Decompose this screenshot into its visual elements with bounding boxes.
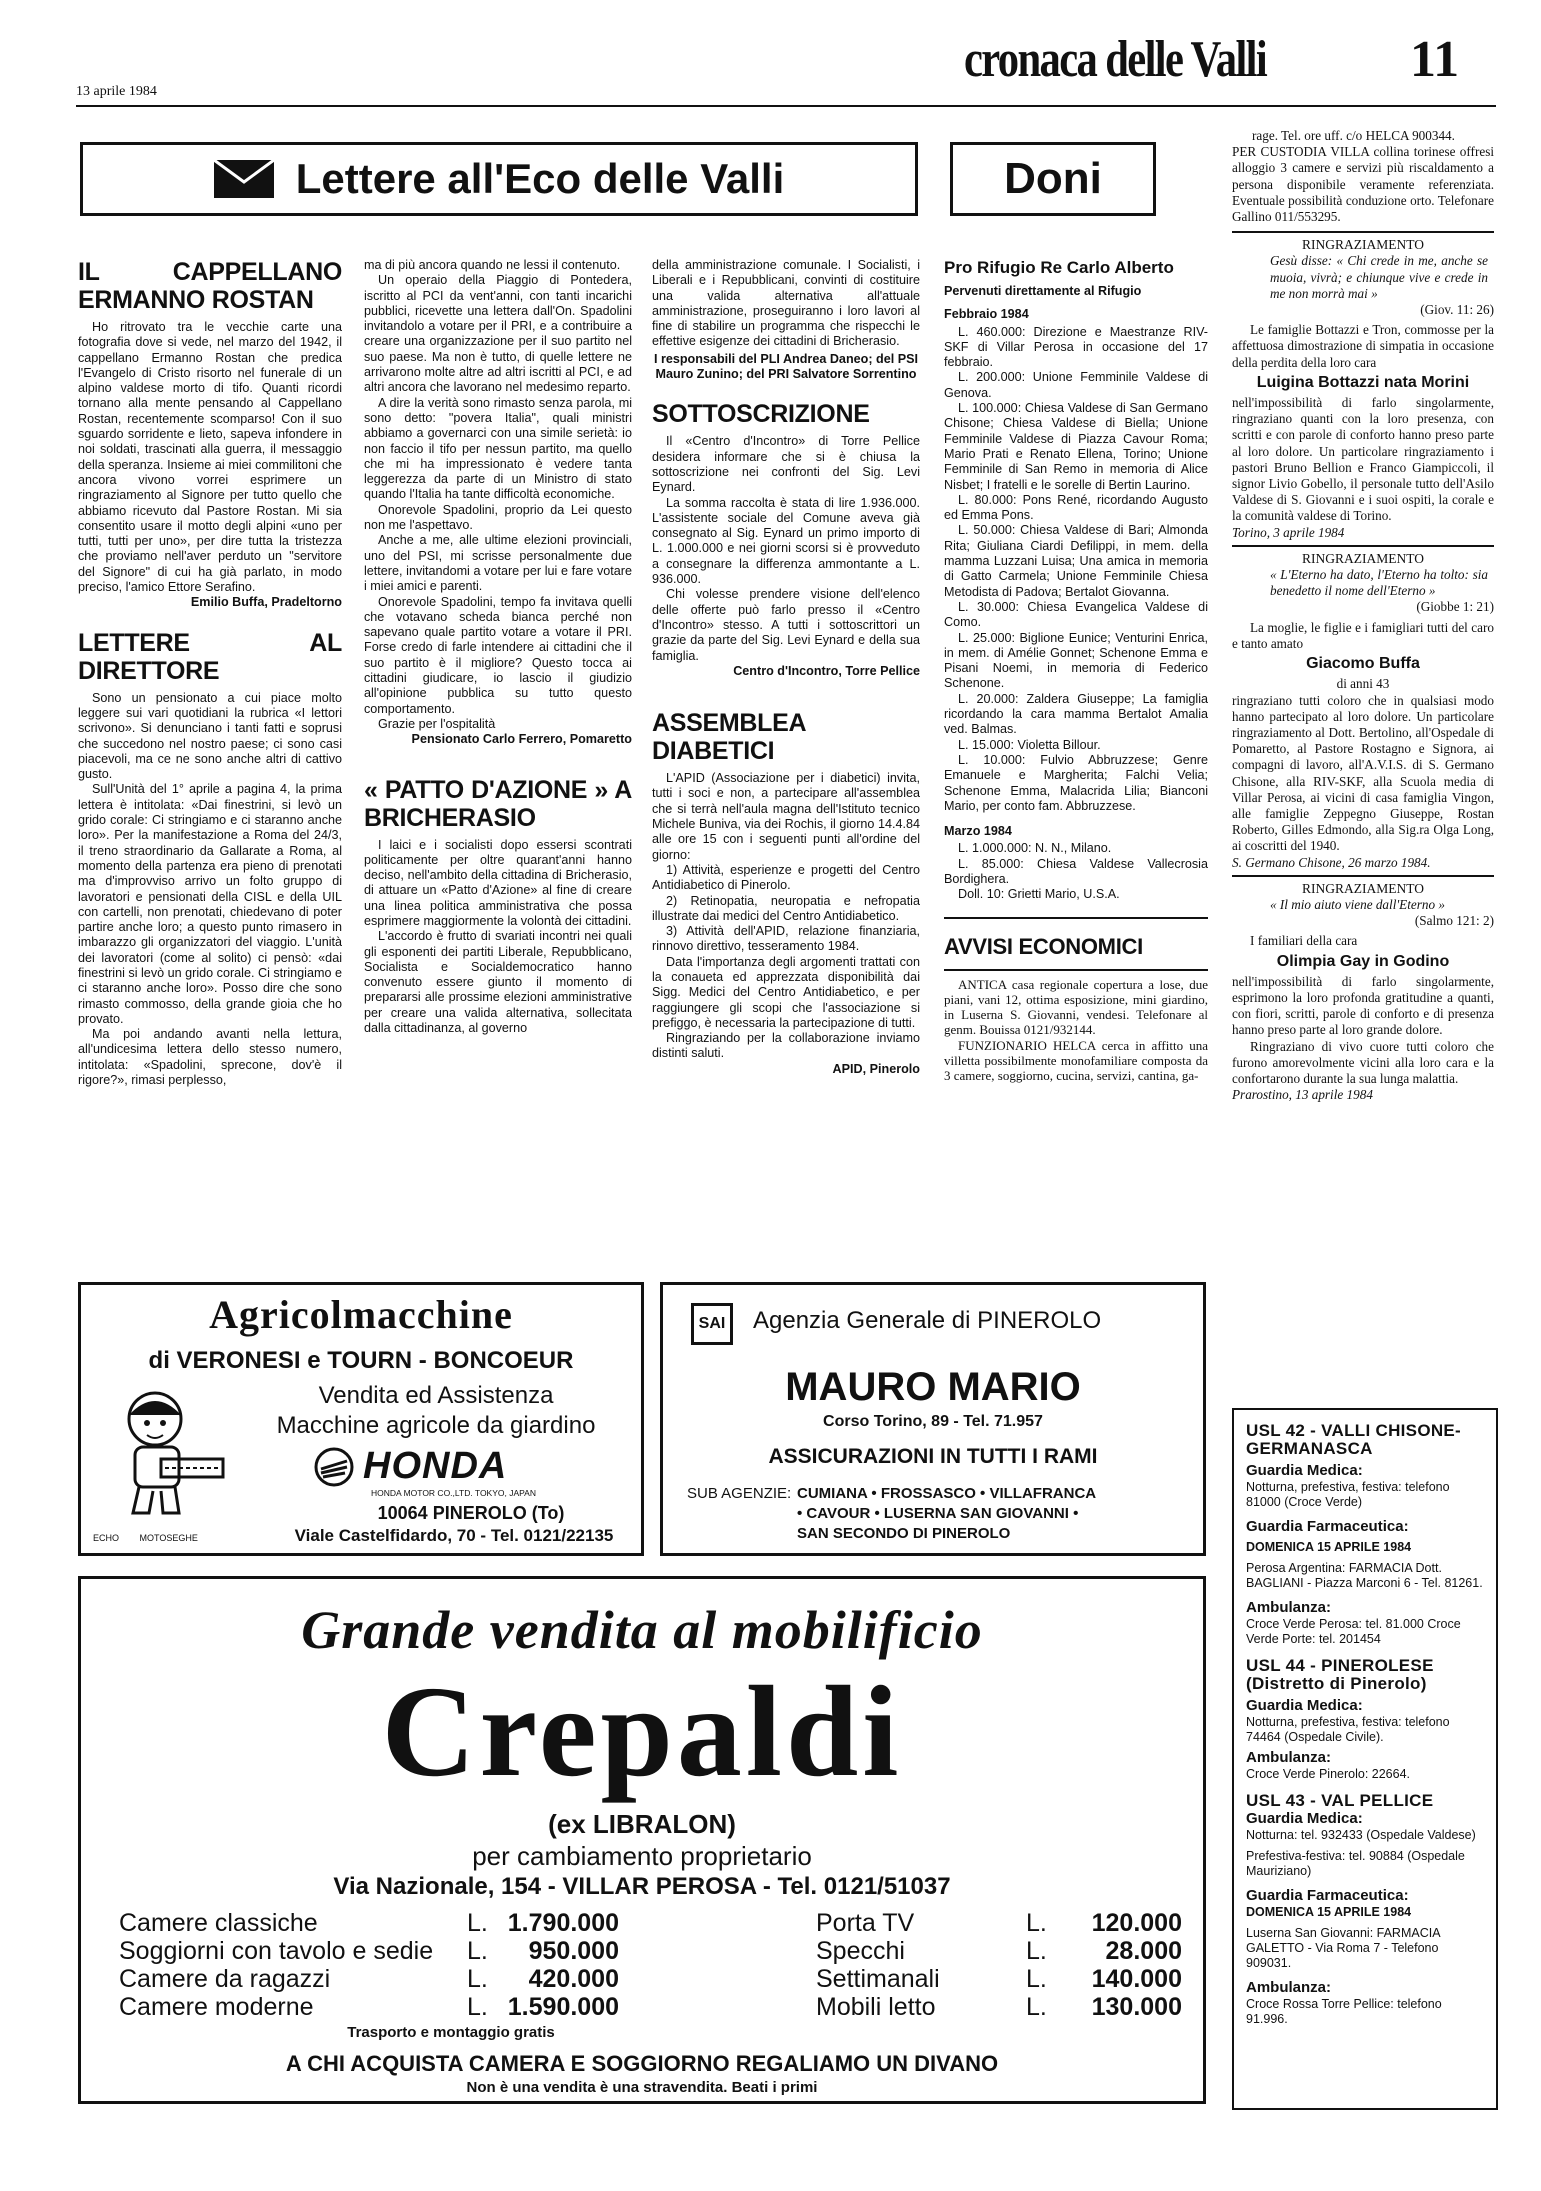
ad-address: Corso Torino, 89 - Tel. 71.957 [823, 1413, 1043, 1430]
article-body: I laici e i socialisti dopo essersi scontrati politicamente per oltre quarant'anni hanno deciso, nell'ambito della cittadina di Bricherasio, di attuare un «Patto d'Azione» al fine di creare una linea politica amministrativa che possa esprimere maggiormente la volontà dei cittadini. [364, 837, 632, 928]
usl-subtitle: Guardia Farmaceutica: [1246, 1518, 1409, 1535]
sub-agencies-label: SUB AGENZIE: [687, 1485, 792, 1502]
ad-line: Agenzia Generale di PINEROLO [753, 1307, 1102, 1334]
ad-footer: Non è una vendita è una stravendita. Beati i primi [466, 2079, 818, 2096]
item-label: Porta TV [816, 1909, 915, 1937]
donation-entry: L. 1.000.000: N. N., Milano. [958, 841, 1112, 856]
thanks-ref: (Giobbe 1: 21) [1416, 599, 1494, 615]
usl-text: Luserna San Giovanni: FARMACIA GALETTO - Via Roma 7 - Telefono 909031. [1246, 1926, 1440, 1970]
article-title-lettere: LETTERE AL DIRETTORE [78, 628, 342, 685]
usl-text: Croce Rossa Torre Pellice: telefono 91.996. [1246, 1997, 1442, 2026]
mascot-illustration [95, 1381, 235, 1531]
ad-echo-label [93, 1533, 198, 1543]
honda-sub: HONDA MOTOR CO.,LTD. TOKYO, JAPAN [371, 1488, 536, 1498]
letters-title: Lettere all'Eco delle Valli [295, 155, 785, 202]
article-signature: Centro d'Incontro, Torre Pellice [733, 663, 920, 678]
price-row [119, 1937, 619, 1965]
article-body: 3) Attività dell'APID, relazione finanziaria, rinnovo direttivo, tesseramento 1984. [652, 924, 920, 954]
donation-entry: L. 20.000: Zaldera Giuseppe; La famiglia ricordando la cara mamma Bertalot Amalia ved. Balmas. [944, 691, 1208, 737]
item-currency: L. [1026, 1909, 1047, 1937]
ad-agricolmacchine [78, 1282, 644, 1556]
article-signature: Emilio Buffa, Pradeltorno [190, 595, 342, 610]
classified-ad: PER CUSTODIA VILLA collina torinese offresi alloggio 3 camere e servizi più riscaldamento a persona disponibile veramente referenziata. Eventuale possibilità conduzione orto. Telefonare Gallino 011/553295. [1232, 144, 1494, 225]
section-rule [1232, 545, 1494, 547]
donations-list [944, 325, 1208, 815]
article-body: Onorevole Spadolini, proprio da Lei questo non me l'aspettavo. [364, 502, 632, 533]
price-row [816, 1937, 1186, 1965]
sub-agencies: SAN SECONDO DI PINEROLO [797, 1525, 1011, 1542]
item-currency: L. [466, 1909, 488, 1937]
ad-headline: Grande vendita al mobilificio [301, 1600, 983, 1660]
usl-subtitle: Guardia Farmaceutica: [1246, 1887, 1409, 1904]
thanks-body: nell'impossibilità di farlo singolarmente, esprimono la loro profonda gratitudine a quanti, con fiori, scritti, parole di conforto e di presenza hanno preso parte al loro grande dolore. [1232, 973, 1494, 1038]
price-row [119, 1993, 619, 2021]
price-list-left [119, 1909, 619, 2021]
thanks-quote: « L'Eterno ha dato, l'Eterno ha tolto: sia benedetto il nome dell'Eterno » [1270, 567, 1488, 599]
sai-logo [691, 1303, 733, 1345]
usl-text: Notturna, prefestiva, festiva: telefono 81000 (Croce Verde) [1246, 1480, 1450, 1509]
article-body: Chi volesse prendere visione dell'elenco delle offerte può farlo presso il «Centro d'Incontro» stesso. A tutti i sottoscrittori un grazie da parte del Sig. Levi Eynard e della sua famiglia. [652, 587, 920, 663]
donation-entry: L. 100.000: Chiesa Valdese di San Germano Chisone; Chiesa Valdese di Biella; Unione Femminile Valdese di Piazza Cavour Roma; Mario Prati e Renato Ellena, Torino; Unione Femminile di San Remo in memoria di Alice Nisbet; I fratelli e le sorelle di Bertin Laurino. [944, 401, 1208, 492]
article-body: Ma poi andando avanti nella lettura, all'undicesima lettera dello stesso numero, intitolata: «Spadolini, sprecone, dov'è il rigore?», rimasi perplesso, [78, 1027, 342, 1088]
ad-line: di VERONESI e TOURN - BONCOEUR [148, 1347, 574, 1374]
page-number: 11 [1410, 31, 1460, 88]
donations-list [944, 841, 1208, 902]
article-signature: APID, Pinerolo [832, 1061, 920, 1076]
item-price: 1.790.000 [507, 1909, 619, 1937]
usl-text: Notturna, prefestiva, festiva: telefono 74464 (Ospedale Civile). [1246, 1715, 1450, 1744]
classified-ad: rage. Tel. ore uff. c/o HELCA 900344. [1252, 128, 1455, 143]
donation-entry: L. 460.000: Direzione e Maestranze RIV-SKF di Villar Perosa in occasione del 17 febbraio. [944, 324, 1208, 370]
article-body: Data l'importanza degli argomenti trattati con la conaueta ed apprezzata disponibilità dai Sigg. Medici del Centro Antidiabetico, e per raggiungere gli scopi che l'associazione si prefiggo, è necessaria la partecipazione di tutti. [652, 954, 920, 1030]
donation-entry: L. 25.000: Biglione Eunice; Venturini Enrica, in mem. di Amélie Gonnet; Schenone Emma e Pisani Noemi, in memoria di Federico Schenone. [944, 630, 1208, 691]
deceased-name: Giacomo Buffa [1306, 655, 1420, 673]
column-1 [78, 258, 342, 1088]
article-body: Il «Centro d'Incontro» di Torre Pellice desidera informare che si è chiusa la sottoscrizione nei confronti del Sig. Levi Eynard. [652, 434, 920, 495]
ad-city: 10064 PINEROLO (To) [377, 1503, 565, 1523]
article-body: Sull'Unità del 1° aprile a pagina 4, la prima lettera è intitolata: «Dai finestrini, si levò un grido corale: Ci stringiamo e ci staranno anche loro». Per la manifestazione a Roma del 24/3, il treno straordinario da Gallarate a Roma, al momento della partenza era pieno di prenotati ma d'improvviso arrivo un folto gruppo di lavoratori e pensionati della CISL e della UIL con cartelli, non prenotati, chiedevano di poter partire anche loro; a questo punto rimasero in imbarazzo gli organizzatori del viaggio. L'unità dei lavoratori (come al solito) ci pensò: «dai finestrini si levò un grido corale. Ci stringiamo e ci staranno anche loro». Posso dire che sono rimasto commosso, della grande gioia che ho provato. [78, 782, 342, 1026]
ad-transport: Trasporto e montaggio gratis [347, 2024, 555, 2041]
article-body: Onorevole Spadolini, tempo fa invitava quelli che votavano scheda bianca perché non sapevano quale partito votare a votare il PRI. Forse credo di farle intendere ai cittadini che il suo partito è il migliore? Questo tocca ai cittadini giudicare, io lascio il giudizio all'opinione pubblica su tutto questo comportamento. [364, 594, 632, 716]
avvisi-rule [944, 969, 1208, 971]
usl-content [1246, 1422, 1486, 2027]
item-price: 130.000 [1091, 1993, 1182, 2021]
article-body: ma di più ancora quando ne lessi il contenuto. [364, 258, 621, 272]
donation-entry: Doll. 10: Grietti Mario, U.S.A. [958, 887, 1120, 902]
deceased-name: Olimpia Gay in Godino [1276, 952, 1450, 970]
item-currency: L. [1026, 1993, 1047, 2021]
donation-entry: L. 200.000: Unione Femminile Valdese di Genova. [944, 370, 1208, 400]
item-price: 950.000 [528, 1937, 619, 1965]
article-signature: I responsabili del PLI Andrea Daneo; del PSI Mauro Zunino; del PRI Salvatore Sorrentino [653, 351, 919, 382]
usl-text: Croce Verde Perosa: tel. 81.000 Croce Verde Porte: tel. 201454 [1246, 1617, 1461, 1646]
usl-title: USL 44 - PINEROLESE (Distretto di Pinerolo) [1246, 1656, 1434, 1693]
doni-banner [950, 142, 1156, 216]
donation-entry: L. 80.000: Pons René, ricordando Augusto ed Emma Pons. [944, 492, 1208, 523]
doni-title: Doni [1004, 154, 1102, 203]
donation-entry: L. 30.000: Chiesa Evangelica Valdese di Como. [944, 599, 1208, 630]
column-2 [364, 258, 632, 1036]
usl-text: Notturna: tel. 932433 (Ospedale Valdese) [1246, 1828, 1476, 1842]
thanks-intro: I familiari della cara [1250, 933, 1358, 949]
honda-wordmark: HONDA [363, 1445, 508, 1487]
usl-text: Perosa Argentina: FARMACIA Dott. BAGLIANI - Piazza Marconi 6 - Tel. 81261. [1246, 1561, 1483, 1590]
article-title-patto: « PATTO D'AZIONE » A BRICHERASIO [364, 775, 632, 832]
section-rule [944, 917, 1208, 919]
donations-month: Marzo 1984 [944, 824, 1012, 839]
article-title-rostan: IL CAPPELLANO ERMANNO ROSTAN [78, 258, 342, 314]
ad-ex-name: (ex LIBRALON) [548, 1809, 736, 1839]
thanks-body: nell'impossibilità di farlo singolarmente, ringraziano quanti con la loro presenza, con scritti e con parole di conforto hanno preso parte al loro dolore. Un particolare ringraziamento i pastori Bruno Bellion e Franco Giampiccoli, il signor Livio Gobello, il personale tutto dell'Asilo Valdese di S. Giovanni e i suoi ospiti, la corale e la comunità valdese di Torino. [1232, 395, 1494, 524]
ad-promo: A CHI ACQUISTA CAMERA E SOGGIORNO REGALIAMO UN DIVANO [285, 2051, 999, 2076]
item-currency: L. [466, 1965, 488, 1993]
article-body: Sono un pensionato a cui piace molto leggere sui vari quotidiani la rubrica «I lettori scrivono». Si denunciano i tanti fatti e soprusi che succedono nel nostro paese; ci sono casi piacevoli, ma ce ne sono anche altri di cattivo gusto. [78, 690, 342, 782]
classified-ad: FUNZIONARIO HELCA cerca in affitto una villetta possibilmente monofamiliare composta da 3 camere, soggiorno, cucina, servizi, cantina, ga- [944, 1037, 1208, 1084]
article-body: Grazie per l'ospitalità [378, 716, 496, 731]
ad-line: Vendita ed Assistenza [318, 1382, 554, 1409]
thanks-quote: « Il mio aiuto viene dall'Eterno » [1270, 896, 1445, 912]
donation-entry: L. 15.000: Violetta Billour. [958, 737, 1101, 752]
agent-name: MAURO MARIO [785, 1365, 1081, 1409]
thanks-notice [1232, 237, 1494, 541]
masthead: cronaca delle Valli [964, 31, 1267, 88]
thanks-title: RINGRAZIAMENTO [1302, 237, 1424, 253]
item-label: Settimanali [816, 1965, 940, 1993]
usl-subtitle: Ambulanza: [1246, 1979, 1332, 1996]
thanks-quote: Gesù disse: « Chi crede in me, anche se muoia, vivrà; e chiunque vive e crede in me non morrà mai » [1270, 253, 1488, 301]
usl-subtitle: Guardia Medica: [1246, 1810, 1363, 1827]
article-body: L'APID (Associazione per i diabetici) invita, tutti i soci e non, a partecipare all'assemblea che si terrà nell'aula magna dell'Istituto tecnico Michele Buniva, via dei Rochis, il giorno 14.4.84 alle ore 15 con i seguenti punti all'ordine del giorno: [652, 771, 920, 862]
column-4 [944, 254, 1208, 1084]
item-label: Camere moderne [119, 1993, 314, 2021]
usl-text: Prefestiva-festiva: tel. 90884 (Ospedale Mauriziano) [1246, 1849, 1465, 1878]
article-title-sottoscrizione: SOTTOSCRIZIONE [652, 400, 870, 429]
usl-date: DOMENICA 15 APRILE 1984 [1246, 1905, 1412, 1919]
ad-address: Via Nazionale, 154 - VILLAR PEROSA - Tel. 0121/51037 [333, 1873, 951, 1900]
item-price: 420.000 [528, 1965, 619, 1993]
donations-subtitle: Pervenuti direttamente al Rifugio [944, 284, 1142, 298]
thanks-intro: La moglie, le figlie e i famigliari tutti del caro e tanto amato [1232, 619, 1494, 651]
thanks-date: S. Germano Chisone, 26 marzo 1984. [1232, 854, 1431, 870]
item-price: 140.000 [1091, 1965, 1182, 1993]
article-body: A dire la verità sono rimasto senza parola, mi sono detto: "povera Italia", quali ministri abbiamo a governarci con una simile serietà: io non faccio il tifo per nessun partito, ma quello che mi ha impressionato è vedere tanta leggerezza da parte di un Ministro di stato quando l'Italia ha tante difficoltà economiche. [364, 395, 632, 502]
ad-brand: Agricolmacchine [209, 1292, 513, 1337]
article-body: 2) Retinopatia, neuropatia e nefropatia illustrate dai medici del Centro Antidiabetico. [652, 893, 920, 923]
sai-logo-text: SAI [698, 1315, 726, 1332]
item-currency: L. [466, 1937, 488, 1965]
article-body: 1) Attività, esperienze e progetti del Centro Antidiabetico di Pinerolo. [652, 862, 920, 893]
deceased-age: di anni 43 [1336, 676, 1390, 692]
thanks-title: RINGRAZIAMENTO [1302, 550, 1424, 566]
item-price: 1.590.000 [507, 1993, 619, 2021]
thanks-intro: Le famiglie Bottazzi e Tron, commosse per la affettuosa dimostrazione di simpatia in occasione della perdita della loro cara [1232, 322, 1494, 370]
thanks-date: Torino, 3 aprile 1984 [1232, 524, 1345, 540]
price-row [119, 1965, 619, 1993]
donation-entry: L. 85.000: Chiesa Valdese Vallecrosia Bordighera. [944, 856, 1208, 886]
thanks-notice [1232, 881, 1494, 1104]
ad-reason: per cambiamento proprietario [472, 1841, 812, 1871]
price-row [816, 1993, 1186, 2021]
usl-title: USL 43 - VAL PELLICE [1246, 1791, 1434, 1810]
usl-subtitle: Guardia Medica: [1246, 1697, 1363, 1714]
thanks-ref: (Giov. 11: 26) [1420, 302, 1494, 318]
article-body: Un operaio della Piaggio di Pontedera, iscritto al PCI da vent'anni, con tanti incarichi pubblici, ricevette una lettera dall'On. Spadolini invitandolo a votare per il PRI, e a contribuire a creare una organizzazione per il suo partito nel suo paese. Ma non è tutto, di quelle lettere ne arrivarono molte altre ad altri iscritti al PCI, e ad altri ancora che lavorano nel medesimo reparto. [364, 273, 632, 395]
article-body: Anche a me, alle ultime elezioni provinciali, uno del PSI, mi scrisse personalmente due lettere, invitandomi a votare per lui e fare votare i miei amici e parenti. [364, 533, 632, 594]
sub-agencies: CUMIANA • FROSSASCO • VILLAFRANCA [797, 1485, 1097, 1502]
ad-address: Viale Castelfidardo, 70 - Tel. 0121/22135 [294, 1526, 614, 1545]
article-body: La somma raccolta è stata di lire 1.936.000. L'assistente sociale del Comune aveva già consegnato al Sig. Eynard un primo importo di L. 1.000.000 e nei giorni scorsi si è provveduto a consegnare la differenza ammontante a L. 936.000. [652, 495, 920, 587]
avvisi-title: AVVISI ECONOMICI [944, 933, 1143, 959]
thanks-notice [1232, 551, 1494, 871]
article-title-assemblea: ASSEMBLEA DIABETICI [652, 709, 807, 766]
issue-date: 13 aprile 1984 [76, 84, 157, 99]
donations-month: Febbraio 1984 [944, 307, 1029, 322]
column-3 [652, 258, 920, 1077]
usl-title: USL 42 - VALLI CHISONE-GERMANASCA [1246, 1421, 1462, 1458]
section-rule [1232, 875, 1494, 877]
classified-ad: ANTICA casa regionale copertura a lose, due piani, vani 12, ottima esposizione, mini giardino, in Luserna S. Giovanni, vendesi. Telefonare al genm. Bouissa 0121/932144. [944, 976, 1208, 1038]
item-label: Camere da ragazzi [119, 1965, 331, 1993]
usl-subtitle: Ambulanza: [1246, 1749, 1332, 1766]
item-currency: L. [466, 1993, 488, 2021]
item-label: Soggiorni con tavolo e sedie [119, 1937, 434, 1965]
price-row [816, 1909, 1186, 1937]
deceased-name: Luigina Bottazzi nata Morini [1256, 373, 1470, 391]
item-price: 28.000 [1105, 1937, 1182, 1965]
usl-subtitle: Ambulanza: [1246, 1599, 1332, 1616]
item-currency: L. [1026, 1937, 1047, 1965]
thanks-title: RINGRAZIAMENTO [1302, 880, 1424, 896]
ad-line: ASSICURAZIONI IN TUTTI I RAMI [768, 1445, 1098, 1468]
masthead-box [940, 26, 1495, 106]
item-label: Mobili letto [816, 1993, 936, 2021]
price-list-right [816, 1909, 1186, 2021]
ad-crepaldi [78, 1576, 1206, 2104]
article-body: della amministrazione comunale. I Socialisti, i Liberali e i Repubblicani, convinti di costituire una valida alternativa all'attuale amministrazione, proseguiranno i loro lavori al fine di stabilire un programma che rispecchi le effettive esigenze dei cittadini di Bricherasio. [652, 258, 920, 349]
echo-logo: ECHO [93, 1533, 120, 1543]
usl-box [1232, 1408, 1498, 2110]
donation-entry: L. 10.000: Fulvio Abbruzzese; Genre Emanuele e Margherita; Falchi Velia; Schenone Emma, Malacrida Lilia; Bianconi Mario, per conto fam. Abbruzzese. [944, 752, 1208, 813]
ad-sai [660, 1282, 1206, 1556]
sub-agencies: • CAVOUR • LUSERNA SAN GIOVANNI • [797, 1505, 1079, 1522]
article-signature: Pensionato Carlo Ferrero, Pomaretto [411, 732, 632, 747]
section-rule [1232, 231, 1494, 233]
thanks-body: Ringraziano di vivo cuore tutti coloro che furono amorevolmente vicini alla loro cara e la confortarono durante la sua lunga malattia. [1232, 1038, 1494, 1086]
article-body: L'accordo è frutto di svariati incontri nei quali gli esponenti dei partiti Liberale, Repubblicano, Socialista e Socialdemocratico hanno convenuto essere giunto il momento di prepararsi alle prossime elezioni amministrative per creare una valida alternativa, sollecitata dalla cittadinanza, al governo [364, 929, 632, 1036]
article-body: Ho ritrovato tra le vecchie carte una fotografia dove si vede, nel marzo del 1942, il cappellano Ermanno Rostan che predica l'Evangelo di Cristo risorto nel funerale di un alpino valdese morto di tifo. Quanti ricordi tornano alla mente pensando al Cappellano Rostan, recentemente scomparso! Con il suo sguardo sorridente e lieto, sapeva infondere in noi soldati, trascinati alla guerra, il messaggio della speranza. Insieme ai miei commilitoni che ancora vivono vorrei esprimere un ringraziamento al Signore per tutto quello che abbiamo ricevuto dal Pastore Rostan. Mi sia consentito usare il motto degli alpini «uno per tutti, tutti per uno», per dire tutta la tristezza che proviamo nell'aver perduto un "servitore del Signore" di cui ha già parlato, in modo preciso, l'amico Ettore Serafino. [78, 320, 342, 595]
item-price: 120.000 [1091, 1909, 1182, 1937]
article-body: Ringraziando per la collaborazione inviamo distinti saluti. [652, 1031, 920, 1061]
thanks-body: ringraziano tutti coloro che in qualsiasi modo hanno partecipato al loro dolore. Un particolare ringraziamento al Dott. Bertolino, all'Ospedale di Pomaretto, al Pastore Rostagno e Signora, ai compagni di lavoro, all'A.V.I.S. di S. Germano Chisone, alla RIV-SKF, alla Scuola media di Villar Perosa, ai vicini di casa famiglia Vingon, alle famiglie Zeppegno Giuseppe, Rostan Roberto, Gilles Edmondo, alla Sig.ra Olga Long, ai coscritti del 1940. [1232, 692, 1494, 854]
donation-entry: L. 50.000: Chiesa Valdese di Bari; Almonda Rita; Giuliana Ciardi Defilippi, in mem. della mamma Luzzani Luisa; Una amica in memoria di Gatto Carmela; Unione Femminile Chiesa Metodista di Padova; Bertalot Giovanna. [944, 523, 1208, 599]
item-label: Camere classiche [119, 1909, 318, 1937]
usl-text: Croce Verde Pinerolo: 22664. [1246, 1767, 1410, 1781]
letters-banner [80, 142, 918, 216]
motoseghe-label: MOTOSEGHE [139, 1533, 198, 1543]
column-5 [1232, 128, 1494, 1103]
price-row [119, 1909, 619, 1937]
honda-wing-icon [311, 1447, 357, 1487]
item-currency: L. [1026, 1965, 1047, 1993]
thanks-ref: (Salmo 121: 2) [1414, 913, 1494, 929]
donations-title: Pro Rifugio Re Carlo Alberto [944, 258, 1174, 277]
thanks-date: Prarostino, 13 aprile 1984 [1232, 1087, 1373, 1103]
ad-line: Macchine agricole da giardino [276, 1412, 596, 1439]
honda-logo [311, 1445, 507, 1488]
usl-subtitle: Guardia Medica: [1246, 1462, 1363, 1479]
envelope-icon [214, 160, 274, 198]
crepaldi-logo: Crepaldi [381, 1660, 903, 1804]
usl-date: DOMENICA 15 APRILE 1984 [1246, 1540, 1412, 1554]
item-label: Specchi [816, 1937, 905, 1965]
price-row [816, 1965, 1186, 1993]
